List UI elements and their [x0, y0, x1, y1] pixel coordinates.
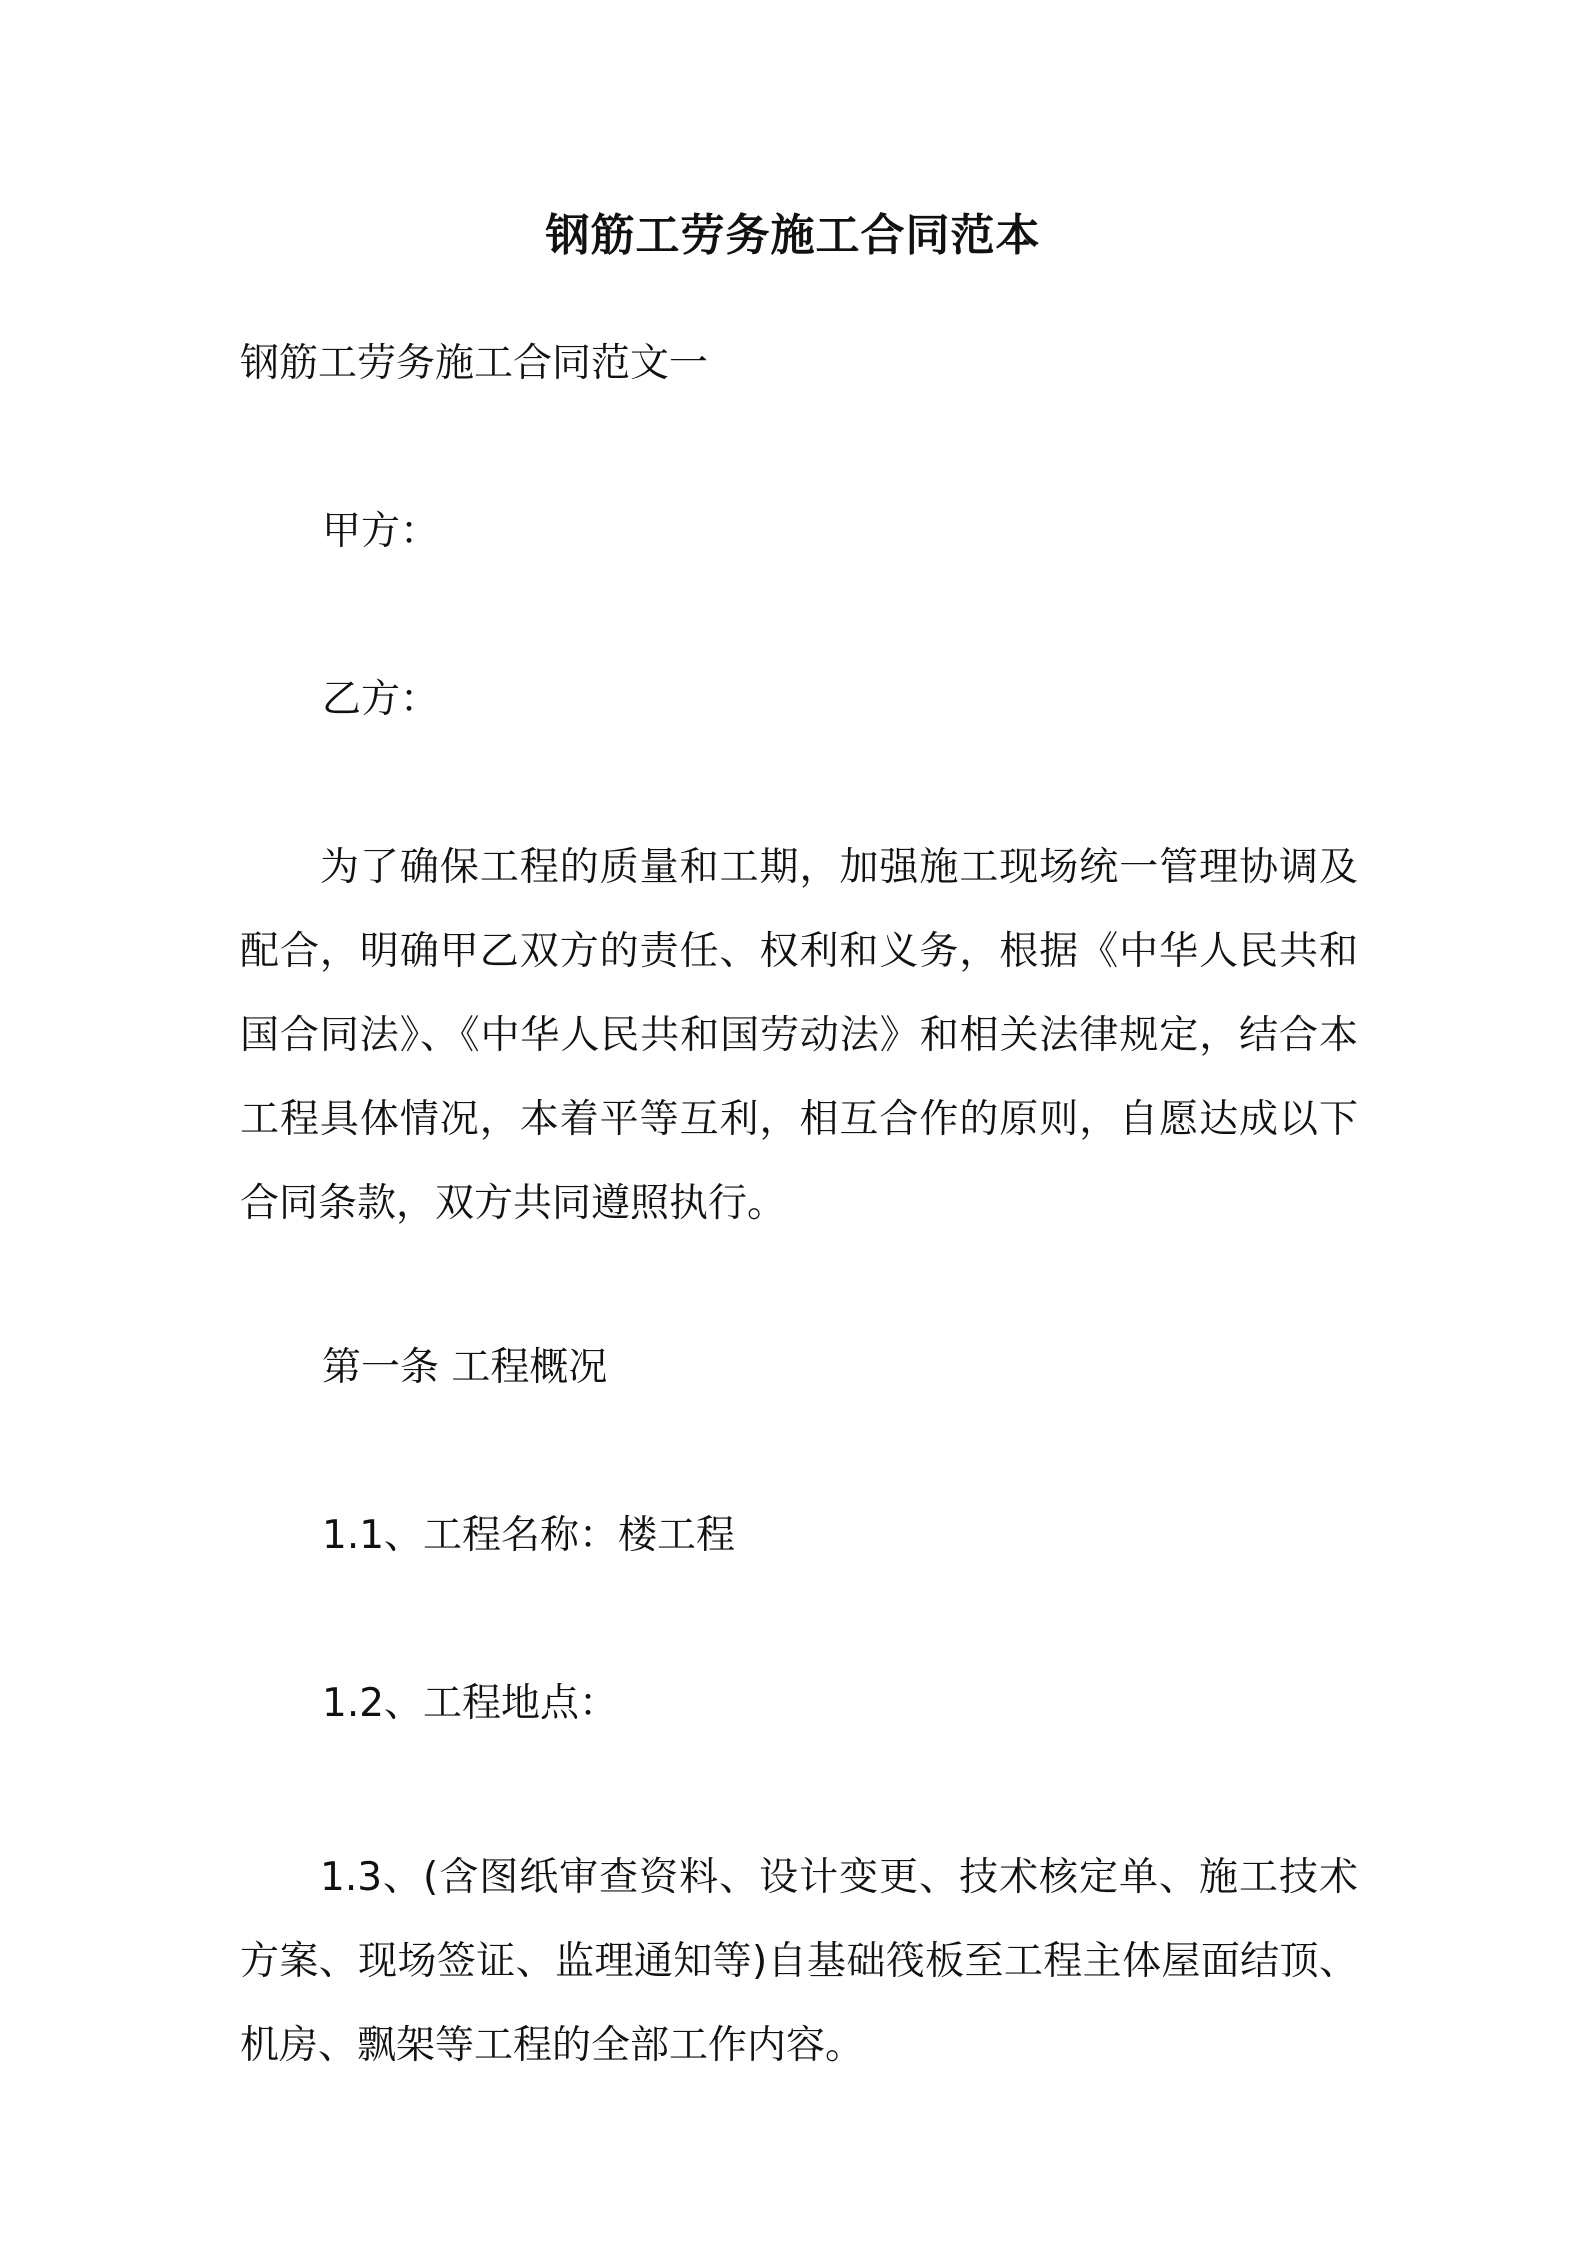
- document-title: 钢筋工劳务施工合同范本: [545, 210, 1041, 261]
- party-a-label: 甲方：: [322, 509, 440, 554]
- item-1-3: 1.3、(含图纸审查资料、设计变更、技术核定单、施工技术方案、现场签证、监理通知等)自基础筏板至工程主体屋面结顶、机房、飘架等工程的全部工作内容。: [240, 1855, 1358, 2068]
- subtitle: 钢筋工劳务施工合同范文一: [240, 341, 709, 386]
- party-b-label: 乙方：: [322, 677, 440, 722]
- item-1-1: 1.1、工程名称：楼工程: [322, 1513, 736, 1558]
- intro-paragraph: 为了确保工程的质量和工期，加强施工现场统一管理协调及配合，明确甲乙双方的责任、权利和义务，根据《中华人民共和国合同法》、《中华人民共和国劳动法》和相关法律规定，结合本工程具体情况，本着平等互利，相互合作的原则，自愿达成以下合同条款，双方共同遵照执行。: [240, 845, 1358, 1226]
- item-1-2: 1.2、工程地点：: [322, 1681, 619, 1726]
- article-1-heading: 第一条 工程概况: [322, 1345, 608, 1390]
